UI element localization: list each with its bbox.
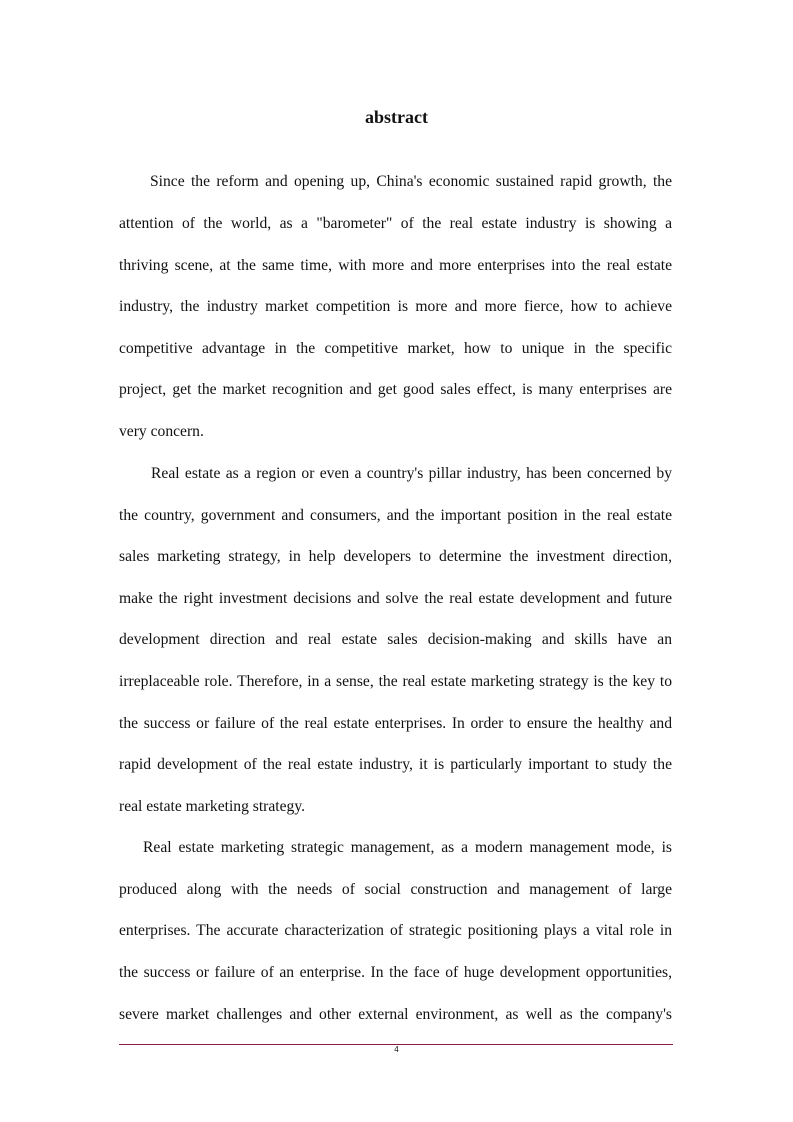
paragraph-1-line-1: Since the reform and opening up, China's economic sustained rapid growth, the <box>150 173 672 190</box>
paragraph-2-line-8: rapid development of the real estate industry, it is particularly important to study the <box>119 756 672 773</box>
paragraph-2-line-3: sales marketing strategy, in help developers to determine the investment direction, <box>119 548 672 565</box>
paragraph-2-line-7: the success or failure of the real estate enterprises. In order to ensure the healthy and <box>119 715 672 732</box>
paragraph-1-line-3: thriving scene, at the same time, with more and more enterprises into the real estate <box>119 257 672 274</box>
paragraph-1-line-2: attention of the world, as a "barometer" of the real estate industry is showing a <box>119 215 672 232</box>
page-title: abstract <box>365 107 428 127</box>
paragraph-2-line-1: Real estate as a region or even a country's pillar industry, has been concerned by <box>151 465 672 482</box>
paragraph-3-line-5: severe market challenges and other external environment, as well as the company's <box>119 1006 672 1023</box>
paragraph-1-line-7: very concern. <box>119 423 204 440</box>
paragraph-3-line-3: enterprises. The accurate characterization of strategic positioning plays a vital role in <box>119 922 672 939</box>
paragraph-1-line-5: competitive advantage in the competitive market, how to unique in the specific <box>119 340 672 357</box>
paragraph-2-line-2: the country, government and consumers, and the important position in the real estate <box>119 507 672 524</box>
paragraph-3-line-4: the success or failure of an enterprise. In the face of huge development opportunities, <box>119 964 672 981</box>
paragraph-2-line-4: make the right investment decisions and solve the real estate development and future <box>119 590 672 607</box>
paragraph-3-line-1: Real estate marketing strategic management, as a modern management mode, is <box>143 839 672 856</box>
page-number: 4 <box>394 1045 399 1054</box>
paragraph-1-line-4: industry, the industry market competition is more and more fierce, how to achieve <box>119 298 672 315</box>
paragraph-2-line-6: irreplaceable role. Therefore, in a sense, the real estate marketing strategy is the key to <box>119 673 672 690</box>
paragraph-1-line-6: project, get the market recognition and get good sales effect, is many enterprises are <box>119 381 672 398</box>
paragraph-3-line-2: produced along with the needs of social construction and management of large <box>119 881 672 898</box>
paragraph-2-line-9: real estate marketing strategy. <box>119 798 306 815</box>
paragraph-2-line-5: development direction and real estate sales decision-making and skills have an <box>119 631 672 648</box>
